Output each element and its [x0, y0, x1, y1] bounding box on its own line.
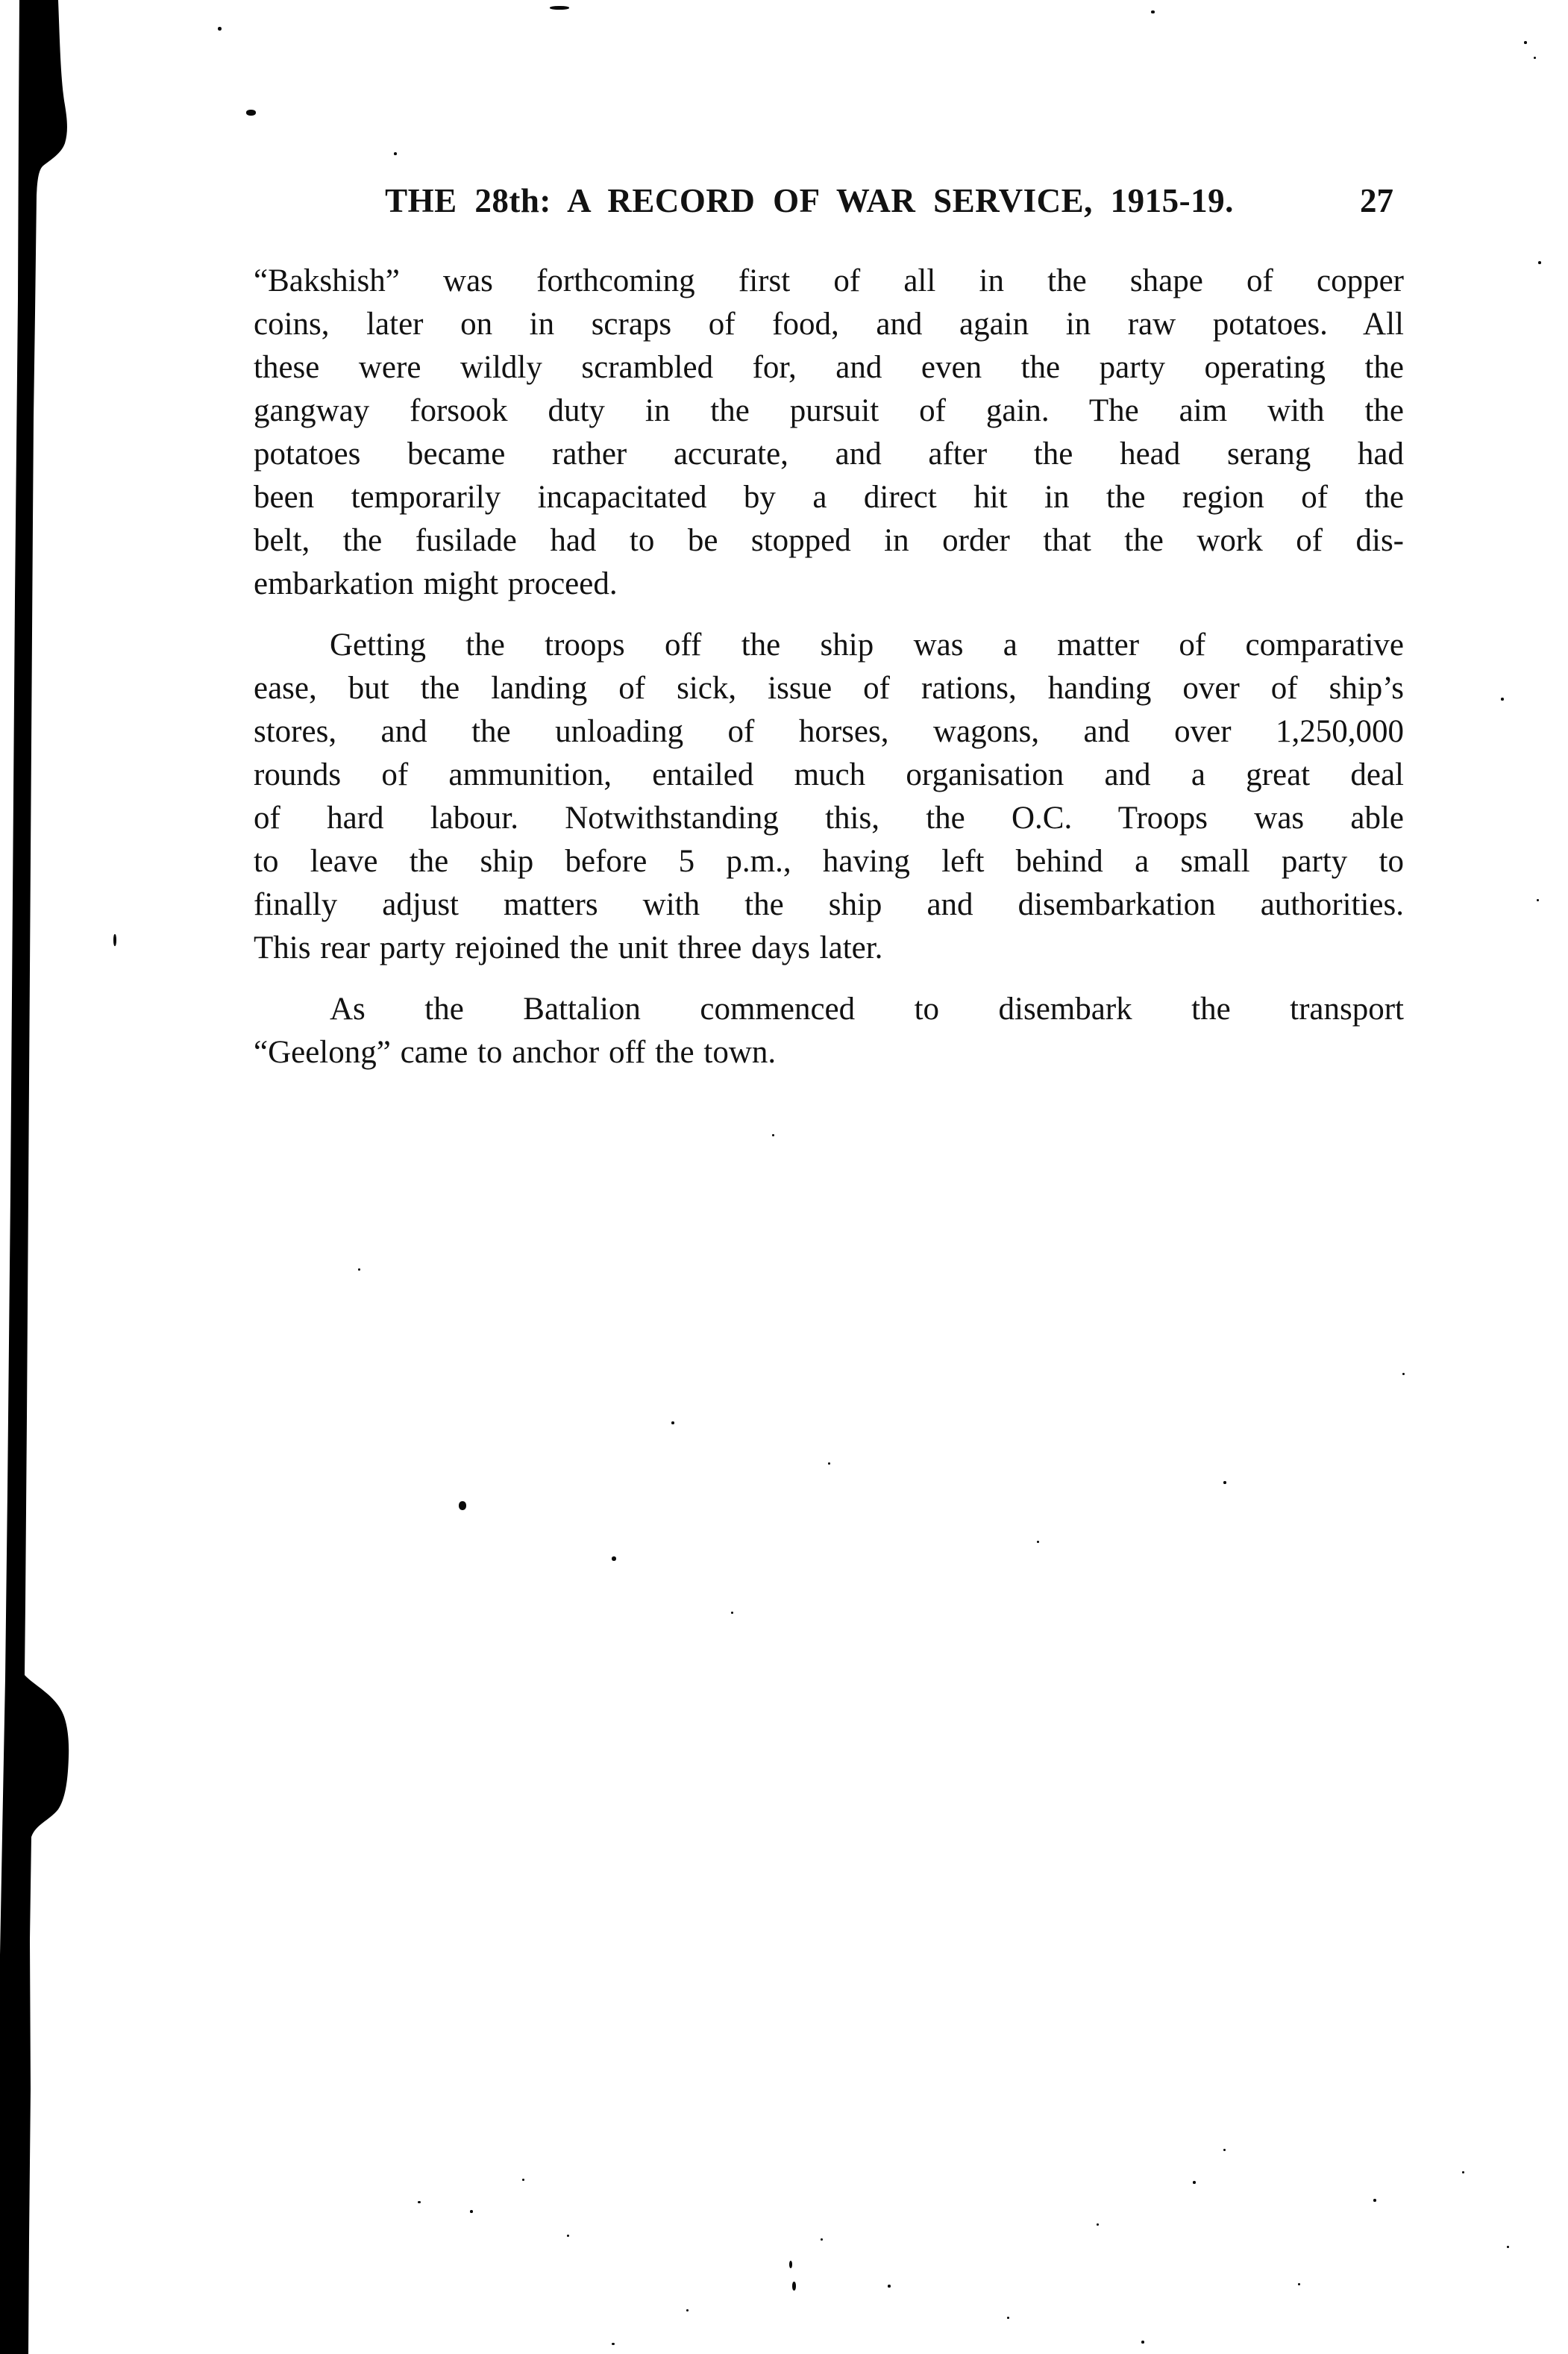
scan-speckle	[550, 6, 569, 10]
scan-speckle	[1524, 41, 1527, 44]
text-line: of hard labour. Notwithstanding this, the O.C. Troops was able	[254, 801, 1404, 836]
scan-speckle	[828, 1462, 830, 1465]
scan-speckle	[246, 110, 256, 116]
paragraph	[254, 988, 1404, 1074]
scan-speckle	[459, 1501, 466, 1510]
text-line: Getting the troops off the ship was a matter of comparative	[330, 627, 1404, 663]
scan-speckle	[1538, 261, 1541, 264]
scan-speckle	[1151, 10, 1155, 13]
text-line: ease, but the landing of sick, issue of rations, handing over of ship’s	[254, 671, 1404, 706]
text-line: stores, and the unloading of horses, wagons, and over 1,250,000	[254, 714, 1404, 749]
scan-speckle	[1141, 2341, 1144, 2344]
text-line: This rear party rejoined the unit three days later.	[254, 930, 883, 965]
scan-speckle	[792, 2282, 796, 2291]
text-line: rounds of ammunition, entailed much organisation and a great deal	[254, 757, 1404, 792]
text-line: belt, the fusilade had to be stopped in order that the work of dis-	[254, 523, 1404, 558]
scan-speckle	[772, 1134, 774, 1136]
text-line: these were wildly scrambled for, and even the party operating the	[254, 350, 1404, 385]
scan-speckle	[888, 2285, 891, 2288]
scan-speckle	[1193, 2181, 1196, 2184]
scan-speckle	[1501, 698, 1504, 701]
scan-speckle	[1037, 1541, 1039, 1543]
text-line: potatoes became rather accurate, and after the head serang had	[254, 436, 1404, 472]
scan-speckle	[612, 2343, 615, 2345]
scan-speckle	[1223, 2149, 1226, 2151]
scan-speckle	[1537, 899, 1539, 901]
scan-speckle	[418, 2201, 421, 2203]
scan-speckle	[358, 1268, 360, 1271]
scan-speckle	[522, 2179, 524, 2181]
scan-speckle	[394, 152, 397, 155]
scan-speckle	[1507, 2246, 1509, 2248]
scan-speckle	[1534, 57, 1536, 59]
scan-speckle	[671, 1421, 674, 1424]
scan-speckle	[1298, 2283, 1300, 2285]
scan-speckle	[567, 2235, 569, 2237]
scan-speckle	[1223, 1481, 1226, 1484]
text-line: “Geelong” came to anchor off the town.	[254, 1035, 777, 1070]
scan-speckle	[470, 2210, 473, 2213]
page-number: 27	[1360, 182, 1393, 219]
scan-speckle	[1097, 2223, 1099, 2226]
text-line: to leave the ship before 5 p.m., having left behind a small party to	[254, 844, 1404, 879]
scan-speckle	[731, 1612, 733, 1614]
scan-speckle	[686, 2309, 689, 2311]
scan-speckle	[1462, 2171, 1464, 2173]
running-title: THE 28th: A RECORD OF WAR SERVICE, 1915-19.	[385, 182, 1234, 219]
text-line: As the Battalion commenced to disembark the transport	[330, 992, 1404, 1027]
scan-speckle	[1007, 2317, 1009, 2319]
scan-speckle	[821, 2238, 823, 2241]
scan-edge-artifact	[0, 0, 90, 2354]
scan-speckle	[1373, 2199, 1376, 2202]
paragraph	[254, 624, 1404, 970]
page-header	[254, 181, 1404, 226]
text-line: finally adjust matters with the ship and disembarkation authorities.	[254, 887, 1404, 922]
scan-speckle	[789, 2261, 792, 2268]
text-line: gangway forsook duty in the pursuit of gain. The aim with the	[254, 393, 1404, 428]
scan-speckle	[113, 934, 116, 946]
paragraph	[254, 260, 1404, 606]
text-line: been temporarily incapacitated by a direct hit in the region of the	[254, 480, 1404, 515]
scan-speckle	[218, 27, 222, 31]
text-line: coins, later on in scraps of food, and again in raw potatoes. All	[254, 307, 1404, 342]
text-line: embarkation might proceed.	[254, 566, 618, 601]
scan-speckle	[612, 1556, 616, 1561]
scan-speckle	[1402, 1373, 1405, 1375]
text-line: “Bakshish” was forthcoming first of all in the shape of copper	[254, 263, 1404, 298]
page-body	[254, 260, 1404, 1092]
